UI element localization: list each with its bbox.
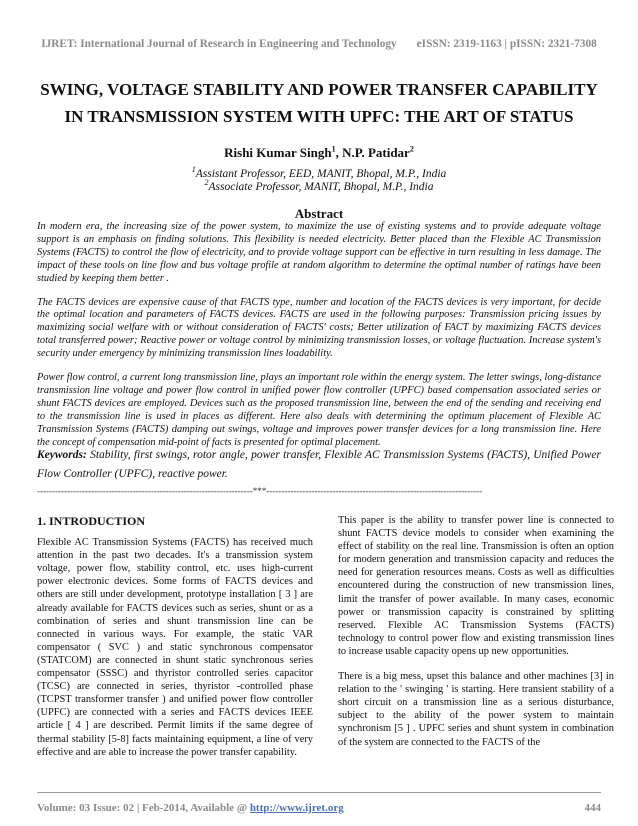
column-left <box>37 514 313 771</box>
intro-paragraph-1: Flexible AC Transmission Systems (FACTS) has received much attention in the past two decades. It's a transmission system voltage, power flow, stability control, etc. uses high-current power electronic devices. Some forms of FACTS devices and others are still under development, prototype installation [ 3 ] are already available for FACTS devices such as series, shunt or as a combination of series and shunt transmission line can be connected in various ways. For example, the static VAR compensator ( SVC ) and static synchronous compensator (STATCOM) are connected in shunt static synchronous series compensator (SSSC) and thyristor controlled series capacitor (TCSC) are connected in series, thyristor -controlled phase (TCPST transformer transfer ) and unified power flow controller (UPFC) are connected with a series and FACTS devices IEEE article [ 4 ] are described. Permit limits if the same degree of thermal stability [5-8] facts maintaining equipment, a line of very effective and are able to increase the power transfer capability. <box>37 537 313 758</box>
introduction-heading: 1. INTRODUCTION <box>37 514 146 528</box>
running-footer <box>37 802 601 814</box>
abstract-paragraph-3: Power flow control, a current long transmission line, plays an important role within the energy system. The letter swings, long-distance transmission line voltage and power flow control in unified power flow controller (UPFC) based compensation associated series or shunt FACTS devices are employed. Devices such as the proposed transmission line, between the end of the sending and receiving end to the transmission line is used in places as different. Here also deals with determining the optimum placement of Flexible AC Transmission Systems (FACTS) damping out swings, voltage and improves power transfer devices for a long transmission line. Here the concept of compensation mid-point of facts is presented for optimal placement. <box>37 372 601 448</box>
affiliation-1 <box>0 165 638 181</box>
footer-volume-text: Volume: 03 Issue: 02 | Feb-2014, Available @ <box>37 802 250 814</box>
author-separator: , <box>335 145 343 160</box>
affiliation-2 <box>0 178 638 194</box>
abstract-paragraph-1: In modern era, the increasing size of the power system, to maximize the use of existing systems and to provide adequate voltage support is an emphasis on finding solutions. This flexibility is needed electricity. Better placed than the Flexible AC Transmission Systems (FACTS) to control the flow of electricity, and to provide voltage support can be effective in turn resulting in less damage. The impact of these tools on line flow and bus voltage profile at random algorithm to determine the optimal number of ratings have been studied by keeping them better . <box>37 221 601 284</box>
page-number: 444 <box>584 802 601 814</box>
keywords-label: Keywords: <box>37 449 87 461</box>
abstract-paragraph-2: The FACTS devices are expensive cause of that FACTS type, number and location of the FACTS devices is very important, for decide the optimal location and parameters of FACTS devices. FACTS are used in the following purposes: Transmission pricing issues by maximizing social welfare with or without consideration of FACTS' costs; Better utilization of FACT by maximizing FACTS devices total transferred power; Reactive power or voltage control by minimizing transmission losses, or voltage fluctuation. Increase system's security under emergency by minimizing transmission lines loadability. <box>37 296 601 360</box>
abstract-heading: Abstract <box>294 206 344 221</box>
affiliations <box>0 165 638 194</box>
journal-name: IJRET: International Journal of Research in Engineering and Technology <box>41 38 397 50</box>
title-line-2: IN TRANSMISSION SYSTEM WITH UPFC: THE ART OF STATUS <box>64 107 574 126</box>
abstract-body <box>37 221 601 461</box>
author-1: Rishi Kumar Singh <box>224 145 332 160</box>
paper-title <box>30 76 608 130</box>
issn-text: eISSN: 2319-1163 | pISSN: 2321-7308 <box>416 38 597 50</box>
intro-paragraph-2: This paper is the ability to transfer power line is connected to shunt FACTS device models to consider when examining the effect of stability on the real line. Transmission is often an option for modern generation and transmission capacity and reduces the need for generation resources means. Costs as well as difficulties encountered during the construction of new transmission lines, limit the transfer of power available. In many cases, economic power or transmission capacity is constrained by splitting reserved. Flexible AC Transmission Systems (FACTS) technology to control power flow and existing transmission lines to increase usable capacity opens up new opportunities. <box>338 515 614 657</box>
author-list <box>0 145 638 161</box>
author-1-sup: 1 <box>331 144 336 154</box>
author-2: N.P. Patidar <box>342 145 410 160</box>
title-line-1: SWING, VOLTAGE STABILITY AND POWER TRANSFER CAPABILITY <box>40 80 598 99</box>
keywords <box>37 446 601 484</box>
affiliation-2-sup: 2 <box>204 178 209 188</box>
section-separator: ------------------------------------------------------------------------***------------------------------------------------------------------------ <box>37 486 483 496</box>
intro-paragraph-3: There is a big mess, upset this balance and other machines [3] in relation to the ' swinging ' is starting. Here transient stability of a short circuit on a transmission line as a serious disturbance, subject to the ability of the power system to maintain synchronism [5 ] . UPFC series and shunt system in combination of the system are connected to the FACTS of the <box>338 671 614 748</box>
author-2-sup: 2 <box>409 144 414 154</box>
running-header <box>0 38 638 50</box>
footer-divider <box>37 792 601 793</box>
keywords-text: Stability, first swings, rotor angle, power transfer, Flexible AC Transmission Systems (FACTS), Unified Power Flow Controller (UPFC), reactive power. <box>37 449 601 480</box>
affiliation-1-text: Assistant Professor, EED, MANIT, Bhopal, M.P., India <box>195 168 447 180</box>
affiliation-2-text: Associate Professor, MANIT, Bhopal, M.P., India <box>208 181 434 193</box>
column-right <box>338 514 614 761</box>
affiliation-1-sup: 1 <box>191 165 196 175</box>
journal-website-link[interactable]: http://www.ijret.org <box>249 802 344 814</box>
